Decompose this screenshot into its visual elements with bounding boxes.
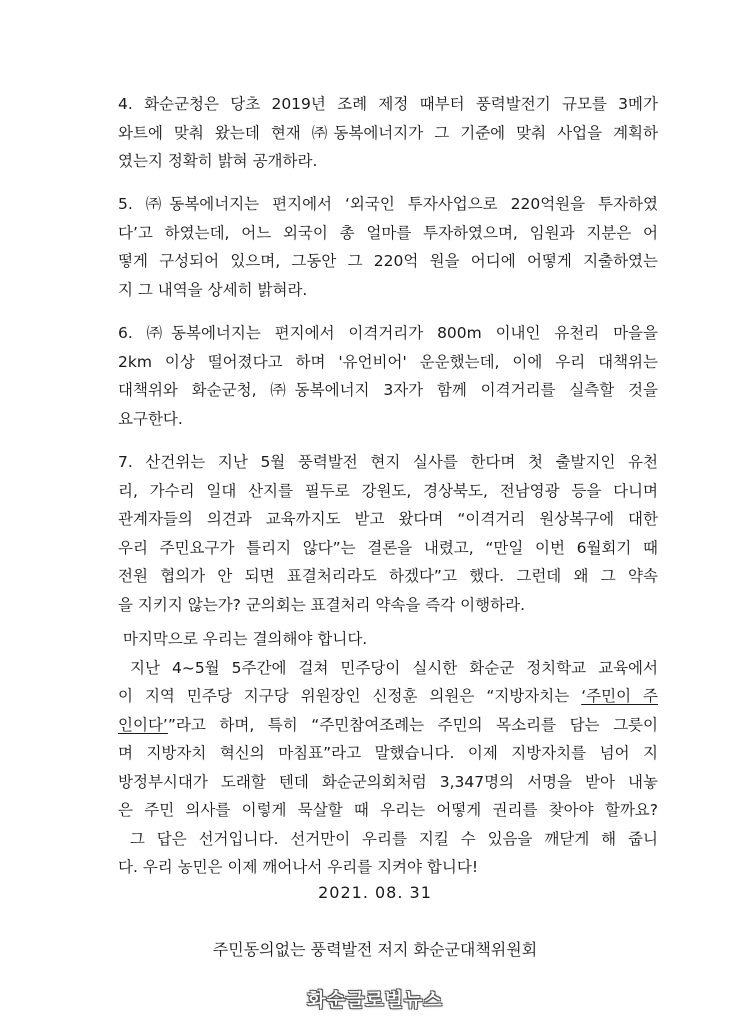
closing-line: 그 답은 선거입니다. 선거만이 우리를 지킬 수 있음을 깨닫게 해 줍니 [118, 829, 658, 848]
closing-text: ”라고 하며, 특히 “주민참여조례는 주민의 목소리를 담는 그릇이 [167, 715, 658, 734]
closing-statement [118, 625, 658, 882]
closing-line: 며 지방자치 혁신의 마침표”라고 말했습니다. 이제 지방자치를 넘어 지 [118, 744, 658, 762]
paragraph-line: 리, 가수리 일대 산지를 필두로 강원도, 경상북도, 전남영광 등을 다니며 [118, 481, 658, 500]
paragraph-line: 우리 주민요구가 틀리지 않다”는 결론을 내렸고, “만일 이번 6월회기 때 [118, 538, 658, 557]
paragraph-line: 지 그 내역을 상세히 밝혀라. [118, 280, 308, 299]
closing-line: 지난 4~5월 5주간에 걸쳐 민주당이 실시한 화순군 정치학교 교육에서 [118, 658, 658, 677]
signature-line: 주민동의없는 풍력발전 저지 화순군대책위원회 [212, 940, 538, 959]
closing-line: 다. 우리 농민은 이제 깨어나서 우리를 지켜야 합니다! [118, 858, 479, 876]
underlined-quote: 인이다’ [118, 715, 168, 734]
paragraph-line: 을 지키지 않는가? 군의회는 표결처리 약속을 즉각 이행하라. [118, 595, 525, 614]
paragraph-line: 4. 화순군청은 당초 2019년 조례 제정 때부터 풍력발전기 규모를 3메가 [118, 95, 658, 113]
closing-text: 이 지역 민주당 지구당 위원장인 신정훈 의원은 “지방자치는 [118, 687, 582, 705]
paragraph-line: 와트에 맞춰 왔는데 현재 ㈜동복에너지가 그 기준에 맞춰 사업을 계획하 [118, 123, 658, 142]
closing-line: 방정부시대가 도래할 텐데 화순군의회처럼 3,347명의 서명을 받아 내놓 [118, 772, 658, 791]
paragraph-line: 다’고 하였는데, 어느 외국이 총 얼마를 투자하였으며, 임원과 지분은 어 [118, 223, 658, 242]
document-date: 2021. 08. 31 [318, 883, 432, 902]
paragraph-line: 떻게 구성되어 있으며, 그동안 그 220억 원을 어디에 어떻게 지출하였는 [118, 252, 658, 270]
paragraph-line: 6. ㈜동복에너지는 편지에서 이격거리가 800m 이내인 유천리 마을을 [118, 324, 658, 342]
paragraph-4 [118, 90, 658, 176]
closing-line [118, 711, 658, 740]
paragraph-line: 였는지 정확히 밝혀 공개하라. [118, 152, 318, 170]
paragraph-line: 대책위와 화순군청, ㈜동복에너지 3자가 함께 이격거리를 실측할 것을 [118, 381, 658, 399]
paragraph-line: 관계자들의 의견과 교육까지도 받고 왔다며 “이격거리 원상복구에 대한 [118, 510, 658, 528]
paragraph-5 [118, 190, 658, 304]
paragraph-line: 2km 이상 떨어졌다고 하며 '유언비어' 운운했는데, 이에 우리 대책위는 [118, 352, 658, 371]
paragraph-line: 7. 산건위는 지난 5월 풍력발전 현지 실사를 한다며 첫 출발지인 유천 [118, 453, 658, 471]
paragraph-line: 요구한다. [118, 409, 183, 428]
underlined-quote: ‘주민이 주 [581, 687, 658, 705]
closing-line [118, 682, 658, 711]
paragraph-6 [118, 319, 658, 433]
closing-line: 마지막으로 우리는 결의해야 합니다. [118, 630, 368, 648]
paragraph-line: 5. ㈜동복에너지는 편지에서 ‘외국인 투자사업으로 220억원을 투자하였 [118, 195, 658, 213]
paragraph-7 [118, 448, 658, 619]
news-watermark: 화순글로벌뉴스 [307, 989, 443, 1011]
paragraph-line: 전원 협의가 안 되면 표결처리라도 하겠다”고 했다. 그런데 왜 그 약속 [118, 567, 658, 585]
closing-line: 은 주민 의사를 이렇게 묵살할 때 우리는 어떻게 권리를 찾아야 할까요? [118, 801, 658, 819]
